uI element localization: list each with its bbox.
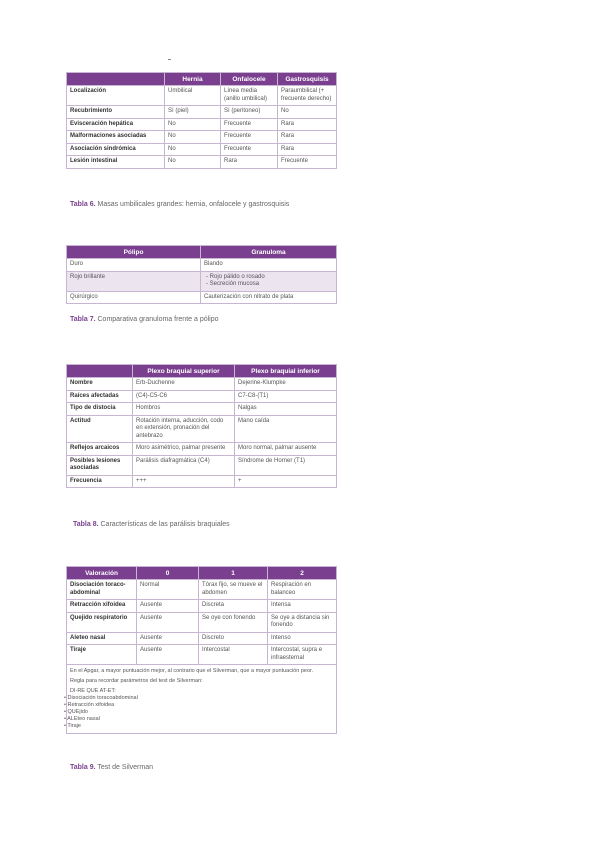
table-cell: Retracción xifoidea — [67, 600, 137, 613]
table-cell: Asociación sindrómica — [67, 143, 165, 156]
column-header: Hernia — [165, 73, 221, 86]
table-cell: Rara — [278, 131, 337, 144]
table-cell: Mano caída — [235, 415, 337, 443]
table-cell: Frecuente — [221, 118, 278, 131]
table-cell: Moro asimétrico, palmar presente — [133, 443, 235, 456]
table8-caption: Tabla 8. Características de las parálisis braquiales — [73, 521, 230, 528]
table-row — [67, 645, 337, 665]
table-cell: Tiraje — [67, 645, 137, 665]
table6-caption: Tabla 6. Masas umbilicales grandes: hernia, onfalocele y gastrosquisis — [70, 201, 290, 208]
table-brachial-palsy — [66, 364, 337, 488]
table-row — [67, 443, 337, 456]
table-cell: Normal — [137, 580, 199, 600]
table-row — [67, 580, 337, 600]
table-cell: No — [278, 106, 337, 119]
column-header — [67, 73, 165, 86]
table-cell: Frecuente — [221, 143, 278, 156]
table-row — [67, 156, 337, 169]
table-cell: Ausente — [137, 612, 199, 632]
table-row — [67, 612, 337, 632]
mnemonic-item: • Retracción xifoidea — [70, 702, 333, 709]
table-row — [67, 600, 337, 613]
table-row — [67, 106, 337, 119]
table-umbilical-masses — [66, 72, 337, 169]
table-silverman-test — [66, 566, 337, 734]
column-header: Onfalocele — [221, 73, 278, 86]
mnemonic-item: • QUEjido — [70, 709, 333, 716]
table-cell: Nombre — [67, 378, 133, 391]
table-row — [67, 118, 337, 131]
table-header-row — [67, 365, 337, 378]
table-row — [67, 390, 337, 403]
table-cell: Posibles lesiones asociadas — [67, 455, 133, 475]
table-cell: Rara — [221, 156, 278, 169]
list-item: - Secreción mucosa — [212, 281, 333, 289]
table-cell: Recubrimiento — [67, 106, 165, 119]
table-cell: Discreta — [199, 600, 268, 613]
table-cell: Umbilical — [165, 86, 221, 106]
table9-caption: Tabla 9. Test de Silverman — [70, 764, 153, 771]
table-row — [67, 86, 337, 106]
table-cell: Ausente — [137, 632, 199, 645]
table-cell: (C4)-C5-C6 — [133, 390, 235, 403]
table-cell: No — [165, 156, 221, 169]
table-cell: Moro normal, palmar ausente — [235, 443, 337, 456]
table-cell: + — [235, 475, 337, 488]
table-row — [67, 455, 337, 475]
column-header: 1 — [199, 567, 268, 580]
column-header: 2 — [268, 567, 337, 580]
silverman-note-apgar: En el Apgar, a mayor puntuación mejor, al contrario que el Silverman, que a mayor puntuación peor. — [70, 668, 314, 674]
table-cell: Rotación interna, aducción, codo en extensión, pronación del antebrazo — [133, 415, 235, 443]
table-row — [67, 259, 337, 272]
column-header: Plexo braquial superior — [133, 365, 235, 378]
column-header: Valoración — [67, 567, 137, 580]
table-cell: Duro — [67, 259, 201, 272]
table7-caption: Tabla 7. Comparativa granuloma frente a pólipo — [70, 316, 219, 323]
table-polyp-granuloma — [66, 245, 337, 304]
table-cell: Cauterización con nitrato de plata — [201, 291, 337, 304]
table-cell: Parálisis diafragmática (C4) — [133, 455, 235, 475]
column-header: Gastrosquisis — [278, 73, 337, 86]
table-cell: C7-C8-(T1) — [235, 390, 337, 403]
silverman-notes — [67, 665, 336, 733]
table-cell: Rara — [278, 143, 337, 156]
table-row — [67, 378, 337, 391]
table-row — [67, 143, 337, 156]
table-row — [67, 271, 337, 291]
table-cell: Sí (peritoneo) — [221, 106, 278, 119]
table-row — [67, 403, 337, 416]
table-row — [67, 632, 337, 645]
table-cell: Hombros — [133, 403, 235, 416]
table-cell: Nalgas — [235, 403, 337, 416]
table-header-row — [67, 246, 337, 259]
table-cell: Aleteo nasal — [67, 632, 137, 645]
table-cell: Erb-Duchenne — [133, 378, 235, 391]
table-cell: Reflejos arcaicos — [67, 443, 133, 456]
table-cell: Lesión intestinal — [67, 156, 165, 169]
decorative-mark — [168, 59, 171, 60]
table-cell: Localización — [67, 86, 165, 106]
table-cell: Evisceración hepática — [67, 118, 165, 131]
table-row — [67, 131, 337, 144]
table-header-row — [67, 567, 337, 580]
table-cell: Intensa — [268, 600, 337, 613]
table-cell: Ausente — [137, 645, 199, 665]
mnemonic-item: • Tiraje — [70, 723, 333, 730]
table-cell: Dejerine-Klumpke — [235, 378, 337, 391]
table-cell: Se oye a distancia sin fonendo — [268, 612, 337, 632]
table-cell: Síndrome de Horner (T1) — [235, 455, 337, 475]
table-cell: Quejido respiratorio — [67, 612, 137, 632]
table-cell: No — [165, 143, 221, 156]
mnemonic-list — [67, 695, 333, 730]
table-cell: Sí (piel) — [165, 106, 221, 119]
table-cell: +++ — [133, 475, 235, 488]
table-cell: Intercostal, supra e infraesternal — [268, 645, 337, 665]
table-row — [67, 415, 337, 443]
table-cell: No — [165, 118, 221, 131]
mnemonic-item: • ALEteo nasal — [70, 716, 333, 723]
list-item: - Rojo pálido o rosado — [212, 274, 333, 282]
table-cell: Tipo de distocia — [67, 403, 133, 416]
mnemonic-title: DI-RE QUE AT-ET: — [70, 688, 116, 694]
table-cell: Rojo brillante — [67, 271, 201, 291]
table-cell: Frecuente — [278, 156, 337, 169]
table-cell — [201, 271, 337, 291]
silverman-note-rule: Regla para recordar parámetros del test de Silverman: — [70, 678, 203, 684]
table-cell: Blando — [201, 259, 337, 272]
column-header — [67, 365, 133, 378]
table-cell: No — [165, 131, 221, 144]
table-cell: Frecuencia — [67, 475, 133, 488]
table-cell: Frecuente — [221, 131, 278, 144]
table-row — [67, 475, 337, 488]
column-header: Pólipo — [67, 246, 201, 259]
table-cell: Actitud — [67, 415, 133, 443]
column-header: Plexo braquial inferior — [235, 365, 337, 378]
table-cell: Disociación toraco-abdominal — [67, 580, 137, 600]
table-cell: Línea media (anillo umbilical) — [221, 86, 278, 106]
table-cell: Intercostal — [199, 645, 268, 665]
table-cell: Malformaciones asociadas — [67, 131, 165, 144]
column-header: 0 — [137, 567, 199, 580]
table-cell: Paraumbilical (+ frecuente derecho) — [278, 86, 337, 106]
table-header-row — [67, 73, 337, 86]
table-cell: Intenso — [268, 632, 337, 645]
table-cell: Se oye con fonendo — [199, 612, 268, 632]
table-cell: Raíces afectadas — [67, 390, 133, 403]
mnemonic-item: • Disociación toracoabdominal — [70, 695, 333, 702]
table-cell: Ausente — [137, 600, 199, 613]
table-row — [67, 291, 337, 304]
column-header: Granuloma — [201, 246, 337, 259]
table-cell: Respiración en balanceo — [268, 580, 337, 600]
table-cell: Quirúrgico — [67, 291, 201, 304]
table-cell: Rara — [278, 118, 337, 131]
table-cell: Discreto — [199, 632, 268, 645]
table-cell: Tórax fijo, se mueve el abdomen — [199, 580, 268, 600]
